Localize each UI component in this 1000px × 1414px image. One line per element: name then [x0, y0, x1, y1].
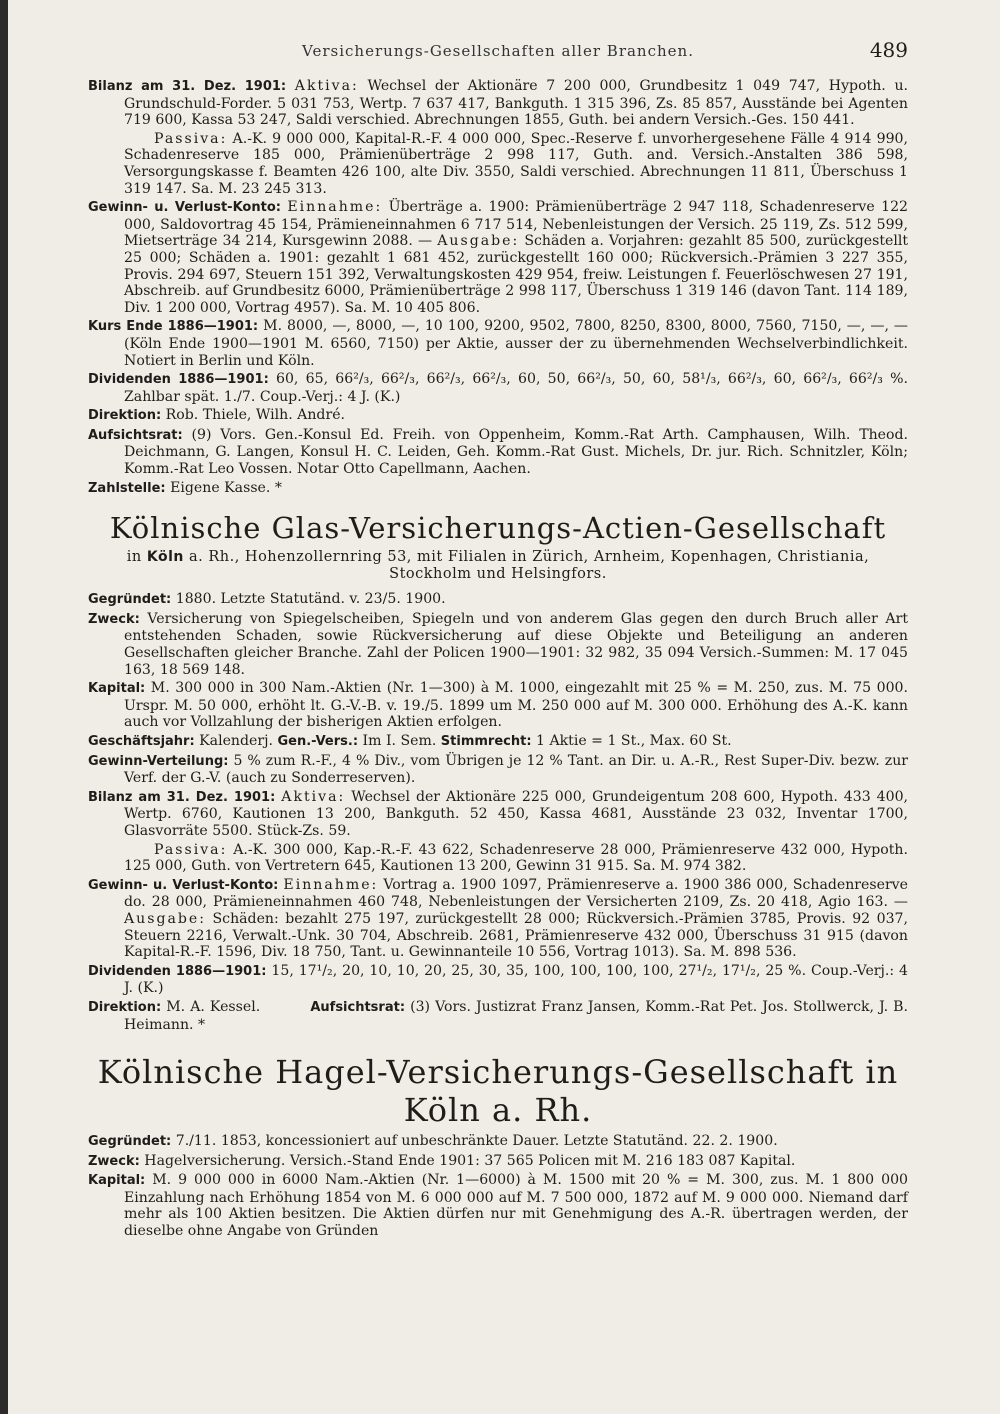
- einnahme-text: Überträge a. 1900: Prämienüberträge 2 947 118, Schadenreserve 122 000, Saldovortrag 45 154, Prämieneinnahmen 6 717 514, Nebenleistungen der Versich. 25 119, Zs. 512 599, Mietserträge 34 214, Kursgewinn 2088. —: [124, 199, 909, 250]
- kapital-text: M. 300 000 in 300 Nam.-Aktien (Nr. 1—300) à M. 1000, eingezahlt mit 25 % = M. 250, zus. M. 75 000. Urspr. M. 50 000, erhöht lt. G.-V.-B. v. 19./5. 1899 um M. 250 000 auf M. 300 000. Erhöhung des A.-K. kann auch vor Vollzahlung der bisherigen Aktien erfolgen.: [124, 680, 909, 731]
- kapital-entry: [88, 1172, 908, 1239]
- aufsichtsrat-label: Aufsichtsrat:: [88, 427, 183, 443]
- kapital-label: Kapital:: [88, 1173, 146, 1189]
- passiva-label: Passiva:: [154, 841, 228, 858]
- guv-label: Gewinn- u. Verlust-Konto:: [88, 200, 281, 216]
- zweck-label: Zweck:: [88, 611, 140, 627]
- page-number: 489: [869, 38, 908, 62]
- kurs-entry: [88, 318, 908, 369]
- kapital-label: Kapital:: [88, 681, 146, 697]
- gegruendet-entry: [88, 1133, 908, 1151]
- dividenden-entry: [88, 963, 908, 997]
- location-text: a. Rh., Hohenzollernring 53, mit Filialen in Zürich, Arnheim, Kopenhagen, Christiania, Stockholm und Helsingfors.: [188, 549, 870, 583]
- zahlstelle-label: Zahlstelle:: [88, 480, 166, 496]
- running-header: [88, 38, 908, 78]
- zweck-label: Zweck:: [88, 1153, 140, 1169]
- location-prefix: in: [126, 549, 142, 566]
- gegruendet-label: Gegründet:: [88, 1134, 172, 1150]
- direktion-label: Direktion:: [88, 999, 162, 1015]
- glas-company-section: [88, 511, 908, 1033]
- kurs-text: M. 8000, —, 8000, —, 10 100, 9200, 9502, 7800, 8250, 8300, 8000, 7560, 7150, —, —, — (Köln Ende 1900—1901 M. 6560, 7150) per Aktie, ausser der zu übernehmenden Wechselverbindlichkeit. Notiert in Berlin und Köln.: [124, 318, 909, 369]
- aufsichtsrat-entry: [88, 427, 908, 478]
- direktion-text: Rob. Thiele, Wilh. André.: [165, 407, 346, 424]
- ausgabe-label: Ausgabe:: [437, 233, 520, 250]
- stimmrecht-text: 1 Aktie = 1 St., Max. 60 St.: [536, 733, 732, 749]
- gewinnverteilung-entry: [88, 753, 908, 787]
- direktion-entry: [88, 407, 908, 425]
- direktion-label: Direktion:: [88, 408, 162, 424]
- einnahme-label: Einnahme:: [283, 876, 379, 893]
- guv-entry: [88, 877, 908, 961]
- passiva-text: A.-K. 9 000 000, Kapital-R.-F. 4 000 000, Spec.-Reserve f. unvorhergesehene Fälle 4 914 990, Schadenreserve 185 000, Prämienüberträge 2 998 117, Guth. and. Versich.-Anstalten 386 598, Versorgungskasse f. Beamten 426 100, alte Div. 3550, Saldi verschied. Abrechnungen 11 811, Überschuss 1 319 147. Sa. M. 23 245 313.: [124, 130, 908, 197]
- gegruendet-label: Gegründet:: [88, 592, 172, 608]
- geschaeftsjahr-entry: [88, 733, 908, 751]
- gegruendet-text: 1880. Letzte Statutänd. v. 23/5. 1900.: [175, 591, 446, 608]
- gewinnverteilung-text: 5 % zum R.-F., 4 % Div., vom Übrigen je 12 % Tant. an Dir. u. A.-R., Rest Super-Div. bezw. zur Verf. der G.-V. (auch zu Sonderreserven).: [124, 752, 909, 787]
- hagel-company-section: [88, 1053, 908, 1240]
- gewinnverteilung-label: Gewinn-Verteilung:: [88, 753, 229, 769]
- kurs-label: Kurs Ende 1886—1901:: [88, 319, 259, 335]
- dividenden-label: Dividenden 1886—1901:: [88, 372, 269, 388]
- bilanz-aktiva-entry: [88, 789, 908, 840]
- passiva-label: Passiva:: [154, 130, 228, 147]
- dividenden-text: 60, 65, 66²/₃, 66²/₃, 66²/₃, 66²/₃, 60, 50, 66²/₃, 50, 60, 58¹/₃, 66²/₃, 60, 66²/₃, 66²/₃ %. Zahlbar spät. 1./7. Coup.-Verj.: 4 J. (K.): [124, 371, 908, 405]
- aktiva-label: Aktiva:: [294, 78, 359, 94]
- zweck-entry: [88, 1153, 908, 1171]
- bilanz-passiva-entry: [124, 131, 908, 197]
- aktiva-label: Aktiva:: [281, 788, 346, 805]
- company-title: Kölnische Glas-Versicherungs-Actien-Gesellschaft: [109, 511, 887, 546]
- aufsichtsrat-text: (9) Vors. Gen.-Konsul Ed. Freih. von Oppenheim, Komm.-Rat Arth. Camphausen, Wilh. Theod. Deichmann, G. Langen, Konsul H. C. Leiden, Geh. Komm.-Rat Gust. Michels, Dr. jur. Rich. Schnitzler, Köln; Komm.-Rat Leo Vossen. Notar Otto Capellmann, Aachen.: [124, 426, 908, 478]
- passiva-text: A.-K. 300 000, Kap.-R.-F. 43 622, Schadenreserve 28 000, Prämienreserve 432 000, Hypoth. 125 000, Guth. von Vertretern 645, Kautionen 13 200, Gewinn 31 915. Sa. M. 974 382.: [124, 841, 908, 875]
- company-location: [88, 549, 908, 583]
- aktiva-text: Wechsel der Aktionäre 7 200 000, Grundbesitz 1 049 747, Hypoth. u. Grundschuld-Forder. 5 031 753, Wertp. 7 637 417, Bankguth. 1 315 396, Zs. 85 857, Ausstände bei Agenten 719 600, Kassa 53 247, Saldi verschied. Abrechnungen 1855, Guth. bei andern Versich.-Ges. 150 441.: [124, 78, 909, 129]
- aufsichtsrat-text: (3) Vors. Justizrat Franz Jansen, Komm.-Rat Pet. Jos. Stollwerck, J. B. Heimann. *: [124, 998, 908, 1033]
- dividenden-entry: [88, 371, 908, 405]
- geschaeftsjahr-label: Geschäftsjahr:: [88, 734, 195, 749]
- kapital-text: M. 9 000 000 in 6000 Nam.-Aktien (Nr. 1—6000) à M. 1500 mit 20 % = M. 300, zus. M. 1 800 000 Einzahlung nach Erhöhung 1854 von M. 6 000 000 auf M. 7 500 000, 1872 auf M. 9 000 000. Niemand darf mehr als 100 Aktien besitzen. Die Aktien dürfen nur mit Genehmigung des A.-R. übertragen werden, der dieselbe ohne Angabe von Gründen: [124, 1172, 908, 1240]
- aktiva-text: Wechsel der Aktionäre 225 000, Grundeigentum 208 600, Hypoth. 433 400, Wertp. 6760, Kautionen 13 200, Bankguth. 52 450, Kassa 4681, Ausstände 23 032, Inventar 1700, Glasvorräte 5500. Stück-Zs. 59.: [124, 788, 909, 839]
- prev-company-section: [88, 78, 908, 497]
- ausgabe-text: Schäden a. Vorjahren: gezahlt 85 500, zurückgestellt 25 000; Schäden a. 1901: gezahlt 1 681 452, zurückgestellt 160 000; Rückversich.-Prämien 3 227 355, Provis. 294 697, Steuern 151 392, Verwaltungskosten 429 954, freiw. Leistungen f. Feuerlöschwesen 27 191, Abschreib. auf Grundbesitz 6000, Prämienüberträge 2 998 117, Überschuss 1 319 146 (davon Tant. 114 189, Div. 1 200 000, Vortrag 4957). Sa. M. 10 405 806.: [124, 233, 909, 316]
- company-title: Kölnische Hagel-Versicherungs-Gesellschaft in Köln a. Rh.: [97, 1053, 899, 1130]
- running-title: Versicherungs-Gesellschaften aller Branchen.: [302, 42, 694, 60]
- gen-vers-text: Im I. Sem.: [362, 733, 437, 749]
- zweck-text: Versicherung von Spiegelscheiben, Spiegeln und von anderem Glas gegen den durch Bruch aller Art entstehenden Schaden, sowie Rückversicherung auf diese Objekte und Beteiligung an anderen Gesellschaften gleicher Branche. Zahl der Policen 1900—1901: 32 982, 35 094 Versich.-Summen: M. 17 045 163, 18 569 148.: [124, 610, 908, 678]
- dividenden-text: 15, 17¹/₂, 20, 10, 10, 20, 25, 30, 35, 100, 100, 100, 100, 27¹/₂, 17¹/₂, 25 %. Coup.-Verj.: 4 J. (K.): [124, 962, 908, 997]
- stimmrecht-label: Stimmrecht:: [440, 734, 532, 749]
- aufsichtsrat-label: Aufsichtsrat:: [310, 999, 406, 1015]
- dividenden-label: Dividenden 1886—1901:: [88, 963, 267, 979]
- ausgabe-text: Schäden: bezahlt 275 197, zurückgestellt 28 000; Rückversich.-Prämien 3785, Provis. 92 037, Steuern 2216, Verwalt.-Unk. 30 704, Abschreib. 2681, Prämienreserve 432 000, Überschuss 31 915 (davon Kapital-R.-F. 1596, Div. 18 750, Tant. u. Gewinnanteile 10 556, Vortrag 1013). Sa. M. 898 536.: [124, 910, 909, 961]
- einnahme-label: Einnahme:: [287, 199, 383, 216]
- location-city: Köln: [146, 549, 184, 566]
- bilanz-aktiva-entry: [88, 78, 908, 129]
- ausgabe-label: Ausgabe:: [124, 910, 207, 927]
- gegruendet-entry: [88, 591, 908, 609]
- zahlstelle-entry: [88, 480, 908, 498]
- guv-entry: [88, 199, 908, 316]
- gegruendet-text: 7./11. 1853, koncessioniert auf unbeschränkte Dauer. Letzte Statutänd. 22. 2. 1900.: [175, 1133, 778, 1150]
- direktion-entry: [88, 999, 908, 1033]
- bilanz-label: Bilanz am 31. Dez. 1901:: [88, 79, 287, 94]
- einnahme-text: Vortrag a. 1900 1097, Prämienreserve a. 1900 386 000, Schadenreserve do. 28 000, Prämieneinnahmen 460 748, Nebenleistungen der Versicherten 2109, Zs. 20 418, Agio 163. —: [124, 876, 908, 911]
- bilanz-passiva-entry: [124, 842, 908, 875]
- bilanz-label: Bilanz am 31. Dez. 1901:: [88, 789, 276, 805]
- geschaeftsjahr-text: Kalenderj.: [199, 733, 273, 749]
- direktion-text: M. A. Kessel.: [166, 998, 261, 1015]
- zweck-entry: [88, 611, 908, 678]
- gen-vers-label: Gen.-Vers.:: [277, 734, 359, 749]
- kapital-entry: [88, 680, 908, 731]
- zweck-text: Hagelversicherung. Versich.-Stand Ende 1901: 37 565 Policen mit M. 216 183 087 Kapital.: [144, 1152, 796, 1169]
- guv-label: Gewinn- u. Verlust-Konto:: [88, 877, 279, 893]
- zahlstelle-text: Eigene Kasse. *: [170, 479, 282, 496]
